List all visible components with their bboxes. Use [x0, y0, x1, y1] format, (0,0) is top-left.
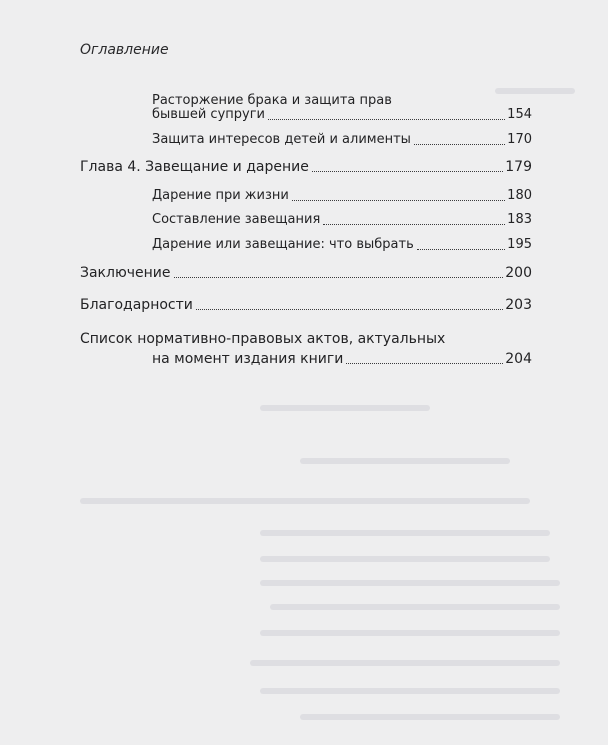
- toc-entry: [152, 236, 532, 254]
- toc-entry: [80, 264, 532, 282]
- toc-page-number: 204: [505, 351, 532, 367]
- toc-entry-title: бывшей супруги: [152, 107, 265, 122]
- toc-entry-title: Дарение при жизни: [152, 188, 289, 203]
- toc-entry-line: Список нормативно-правовых актов, актуальных: [80, 331, 446, 347]
- toc-page-number: 195: [507, 237, 532, 252]
- toc-entry: [152, 350, 532, 368]
- toc-entry-title: Составление завещания: [152, 212, 321, 227]
- toc-page-number: 203: [505, 297, 532, 313]
- dot-leader: [174, 276, 504, 278]
- bleed-through-mark: [250, 660, 560, 666]
- toc-entry-title: Благодарности: [80, 297, 193, 313]
- toc-entry: [152, 106, 532, 124]
- toc-entry-title: Дарение или завещание: что выбрать: [152, 237, 414, 252]
- dot-leader: [268, 118, 505, 120]
- toc-entry: [152, 131, 532, 149]
- toc-page-number: 200: [505, 265, 532, 281]
- toc-page-number: 183: [507, 212, 532, 227]
- bleed-through-mark: [260, 580, 560, 586]
- bleed-through-mark: [260, 688, 560, 694]
- bleed-through-mark: [495, 88, 575, 94]
- dot-leader: [414, 143, 505, 145]
- dot-leader: [346, 362, 503, 364]
- toc-entry: [80, 158, 532, 176]
- dot-leader: [196, 308, 503, 310]
- toc-page-number: 154: [507, 107, 532, 122]
- toc-entry-title: Глава 4. Завещание и дарение: [80, 159, 309, 175]
- bleed-through-mark: [260, 556, 550, 562]
- toc-entry-title: на момент издания книги: [152, 351, 344, 367]
- bleed-through-mark: [260, 405, 430, 411]
- toc-entry-title: Заключение: [80, 265, 171, 281]
- dot-leader: [292, 199, 505, 201]
- toc-entry: [152, 211, 532, 229]
- toc-entry: [152, 187, 532, 205]
- dot-leader: [323, 223, 505, 225]
- toc-page-number: 170: [507, 132, 532, 147]
- toc-page-number: 180: [507, 188, 532, 203]
- toc-entry-line: Расторжение брака и защита прав: [152, 93, 392, 108]
- toc-page-number: 179: [505, 159, 532, 175]
- toc-entry: [80, 296, 532, 314]
- page-header: Оглавление: [80, 42, 169, 58]
- bleed-through-mark: [80, 498, 530, 504]
- bleed-through-mark: [260, 530, 550, 536]
- dot-leader: [417, 248, 505, 250]
- bleed-through-mark: [300, 458, 510, 464]
- bleed-through-mark: [260, 630, 560, 636]
- bleed-through-mark: [300, 714, 560, 720]
- dot-leader: [312, 170, 503, 172]
- toc-entry-title: Защита интересов детей и алименты: [152, 132, 411, 147]
- bleed-through-mark: [270, 604, 560, 610]
